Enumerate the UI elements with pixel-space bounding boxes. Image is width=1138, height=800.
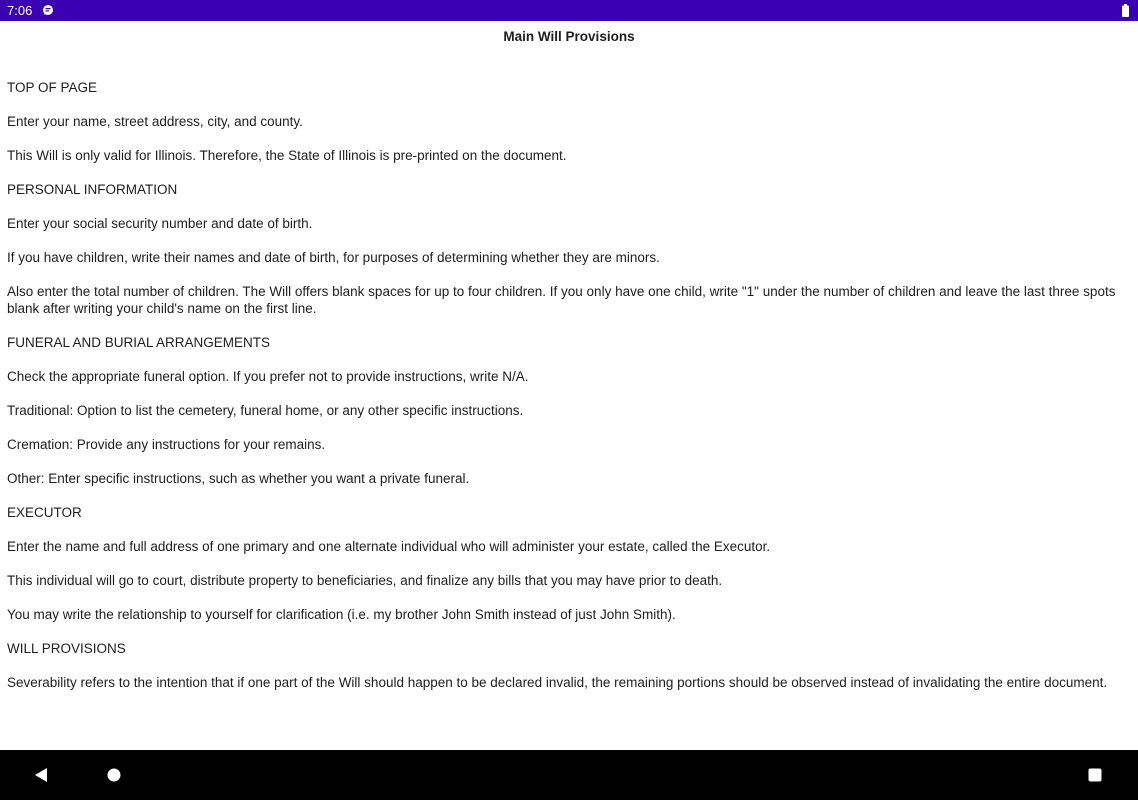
- paragraph: Enter your social security number and date of birth.: [7, 216, 313, 231]
- paragraph: Enter your name, street address, city, and county.: [7, 114, 303, 129]
- status-time: 7:06: [7, 3, 33, 18]
- paragraph: Enter the name and full address of one primary and one alternate individual who will administer your estate, called the Executor.: [7, 539, 771, 554]
- paragraph: Cremation: Provide any instructions for your remains.: [7, 437, 326, 452]
- main-content[interactable]: [0, 21, 1138, 750]
- battery-icon: [1122, 4, 1129, 17]
- document-body: [7, 79, 1117, 708]
- paragraph: Severability refers to the intention that if one part of the Will should happen to be declared invalid, the remaining portions should be observed instead of invalidating the entire document.: [7, 675, 1108, 690]
- section-heading: FUNERAL AND BURIAL ARRANGEMENTS: [7, 335, 271, 350]
- paragraph: This individual will go to court, distribute property to beneficiaries, and finalize any bills that you may have prior to death.: [7, 573, 723, 588]
- section-heading: TOP OF PAGE: [7, 80, 98, 95]
- section-heading: EXECUTOR: [7, 505, 82, 520]
- paragraph: Other: Enter specific instructions, such as whether you want a private funeral.: [7, 471, 470, 486]
- navigation-bar: [0, 750, 1138, 800]
- back-icon[interactable]: [34, 767, 50, 783]
- status-bar: [0, 0, 1138, 21]
- paragraph: Traditional: Option to list the cemetery, funeral home, or any other specific instructions.: [7, 403, 524, 418]
- paragraph: This Will is only valid for Illinois. Therefore, the State of Illinois is pre-printed on the document.: [7, 148, 567, 163]
- home-icon[interactable]: [107, 768, 121, 782]
- recents-icon[interactable]: [1088, 768, 1102, 782]
- paragraph: You may write the relationship to yourself for clarification (i.e. my brother John Smith instead of just John Smith).: [7, 607, 676, 622]
- paragraph: If you have children, write their names and date of birth, for purposes of determining whether they are minors.: [7, 250, 660, 265]
- page-title: Main Will Provisions: [503, 29, 635, 44]
- section-heading: PERSONAL INFORMATION: [7, 182, 178, 197]
- section-heading: WILL PROVISIONS: [7, 641, 126, 656]
- paragraph: Check the appropriate funeral option. If you prefer not to provide instructions, write N/A.: [7, 369, 529, 384]
- notification-icon: [42, 4, 54, 16]
- paragraph: Also enter the total number of children. The Will offers blank spaces for up to four children. If you only have one child, write "1" under the number of children and leave the last three spots blank after writing your child's name on the first line.: [7, 284, 1116, 316]
